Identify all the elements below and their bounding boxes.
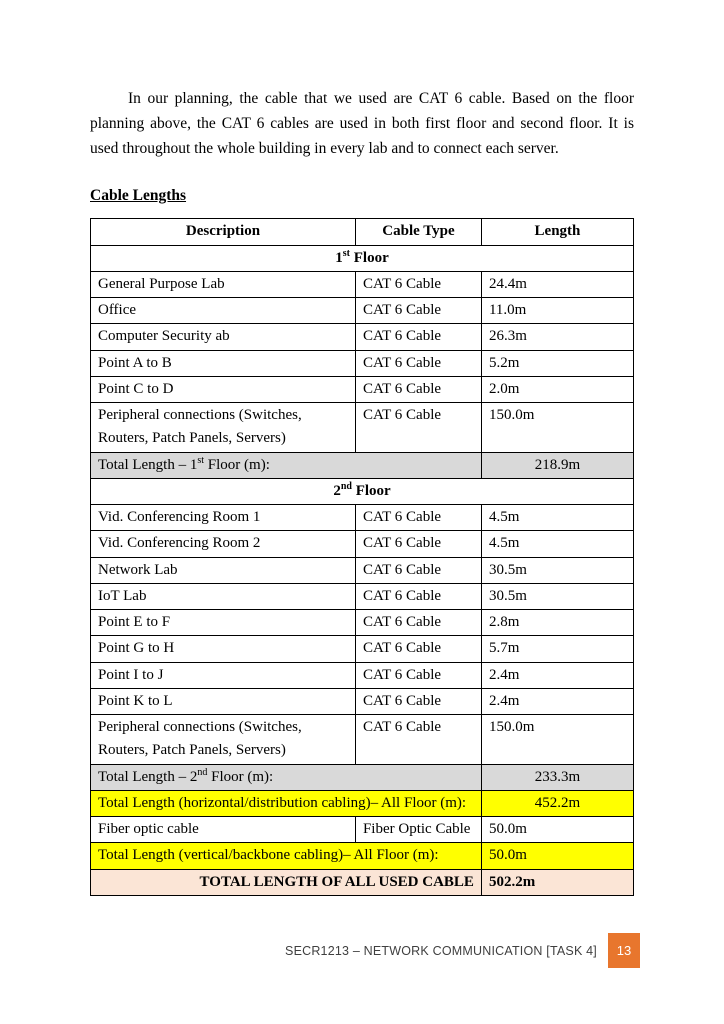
cell-cable-type: Fiber Optic Cable (355, 817, 481, 843)
table-row-point-a-b (91, 350, 634, 376)
cell-cable-type: CAT 6 Cable (355, 583, 481, 609)
cell-cable-type: CAT 6 Cable (355, 688, 481, 714)
table-row-point-k-l (91, 688, 634, 714)
cell-description: Vid. Conferencing Room 2 (91, 531, 356, 557)
cell-description: Point C to D (91, 376, 356, 402)
table-row-vid-room-2 (91, 531, 634, 557)
total-value-floor2: 233.3m (481, 764, 633, 790)
cell-length: 11.0m (481, 298, 633, 324)
section-label-floor2: 2nd Floor (91, 478, 634, 504)
table-row-fiber-optic (91, 817, 634, 843)
cell-cable-type: CAT 6 Cable (355, 376, 481, 402)
cell-cable-type: CAT 6 Cable (355, 557, 481, 583)
page-number-badge: 13 (608, 933, 640, 968)
cell-description: Point I to J (91, 662, 356, 688)
table-row-network-lab (91, 557, 634, 583)
cell-length: 30.5m (481, 557, 633, 583)
table-row-point-g-h (91, 636, 634, 662)
cell-description: Point A to B (91, 350, 356, 376)
total-row-vertical-cabling (91, 843, 634, 869)
cell-length: 5.7m (481, 636, 633, 662)
grand-total-row (91, 869, 634, 895)
total-label-horizontal: Total Length (horizontal/distribution cabling)– All Floor (m): (91, 790, 482, 816)
cell-length: 4.5m (481, 531, 633, 557)
total-row-floor2 (91, 764, 634, 790)
total-label-floor1: Total Length – 1st Floor (m): (91, 452, 482, 478)
cell-cable-type: CAT 6 Cable (355, 350, 481, 376)
cell-description: Point G to H (91, 636, 356, 662)
table-row-computer-security-lab (91, 324, 634, 350)
intro-paragraph: In our planning, the cable that we used are CAT 6 cable. Based on the floor planning above, the CAT 6 cables are used in both first floor and second floor. It is used throughout the whole building in every lab and to connect each server. (90, 90, 634, 158)
cell-length: 150.0m (481, 715, 633, 765)
cell-length: 26.3m (481, 324, 633, 350)
total-value-floor1: 218.9m (481, 452, 633, 478)
table-row-vid-room-1 (91, 505, 634, 531)
cell-description: Point K to L (91, 688, 356, 714)
grand-total-value: 502.2m (481, 869, 633, 895)
page-content (90, 0, 634, 896)
section-label-floor1: 1st Floor (91, 245, 634, 271)
cell-length: 24.4m (481, 271, 633, 297)
cell-length: 50.0m (481, 817, 633, 843)
total-row-floor1 (91, 452, 634, 478)
cell-cable-type: CAT 6 Cable (355, 715, 481, 765)
table-row-point-c-d (91, 376, 634, 402)
total-label-floor2: Total Length – 2nd Floor (m): (91, 764, 482, 790)
cell-cable-type: CAT 6 Cable (355, 403, 481, 453)
cell-cable-type: CAT 6 Cable (355, 662, 481, 688)
cell-description: Point E to F (91, 610, 356, 636)
cell-description: Computer Security ab (91, 324, 356, 350)
cable-lengths-table (90, 218, 634, 896)
cell-length: 2.4m (481, 688, 633, 714)
cell-length: 2.4m (481, 662, 633, 688)
page-footer (285, 933, 640, 968)
grand-total-label: TOTAL LENGTH OF ALL USED CABLE (91, 869, 482, 895)
cell-description: Vid. Conferencing Room 1 (91, 505, 356, 531)
cell-description: Peripheral connections (Switches, Routers, Patch Panels, Servers) (91, 403, 356, 453)
total-value-vertical: 50.0m (481, 843, 633, 869)
table-row-iot-lab (91, 583, 634, 609)
cell-cable-type: CAT 6 Cable (355, 271, 481, 297)
cell-description: General Purpose Lab (91, 271, 356, 297)
cell-cable-type: CAT 6 Cable (355, 610, 481, 636)
cell-length: 5.2m (481, 350, 633, 376)
column-header-cable-type: Cable Type (355, 219, 481, 245)
cell-cable-type: CAT 6 Cable (355, 531, 481, 557)
column-header-description: Description (91, 219, 356, 245)
section-row-floor2 (91, 478, 634, 504)
cell-length: 4.5m (481, 505, 633, 531)
total-value-horizontal: 452.2m (481, 790, 633, 816)
table-row-peripheral-floor2 (91, 715, 634, 765)
total-label-vertical: Total Length (vertical/backbone cabling)– All Floor (m): (91, 843, 482, 869)
cell-cable-type: CAT 6 Cable (355, 324, 481, 350)
cell-description: IoT Lab (91, 583, 356, 609)
cell-length: 30.5m (481, 583, 633, 609)
section-row-floor1 (91, 245, 634, 271)
table-row-peripheral-floor1 (91, 403, 634, 453)
table-header-row (91, 219, 634, 245)
cell-description: Fiber optic cable (91, 817, 356, 843)
cell-cable-type: CAT 6 Cable (355, 298, 481, 324)
cell-length: 2.0m (481, 376, 633, 402)
table-row-point-i-j (91, 662, 634, 688)
table-row-point-e-f (91, 610, 634, 636)
table-row-office (91, 298, 634, 324)
footer-text: SECR1213 – NETWORK COMMUNICATION [TASK 4] (285, 943, 597, 958)
cell-cable-type: CAT 6 Cable (355, 505, 481, 531)
column-header-length: Length (481, 219, 633, 245)
cell-description: Peripheral connections (Switches, Routers, Patch Panels, Servers) (91, 715, 356, 765)
cable-lengths-heading: Cable Lengths (90, 187, 187, 205)
total-row-horizontal-cabling (91, 790, 634, 816)
table-row-general-purpose-lab (91, 271, 634, 297)
cell-cable-type: CAT 6 Cable (355, 636, 481, 662)
cell-description: Office (91, 298, 356, 324)
cell-length: 150.0m (481, 403, 633, 453)
cell-length: 2.8m (481, 610, 633, 636)
cell-description: Network Lab (91, 557, 356, 583)
